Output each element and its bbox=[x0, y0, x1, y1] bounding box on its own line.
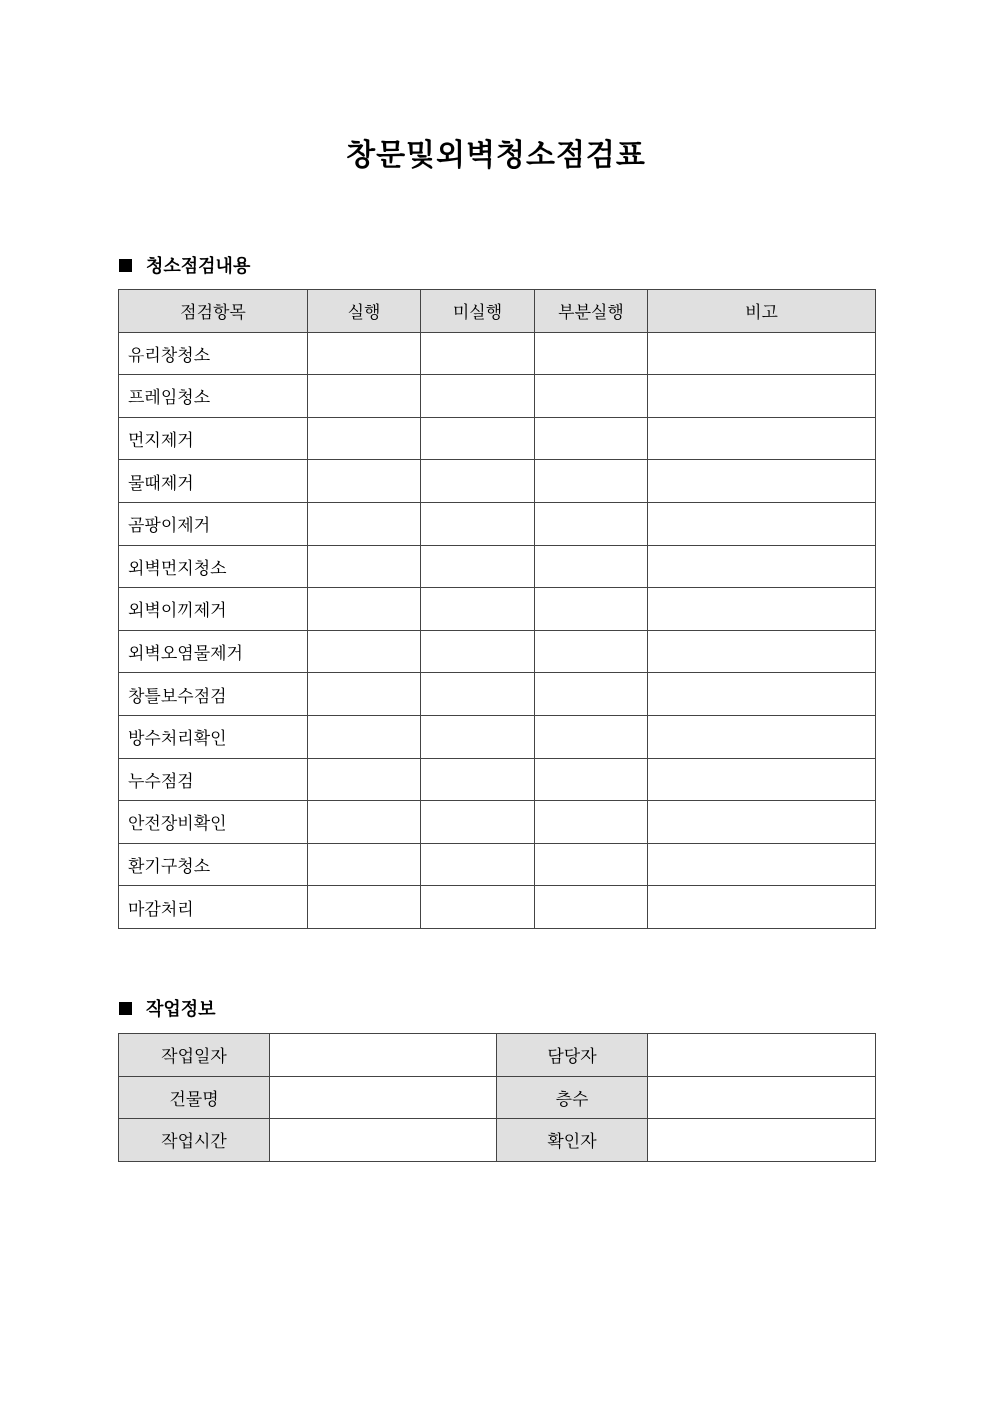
partial-cell[interactable] bbox=[535, 630, 648, 673]
done-cell[interactable] bbox=[308, 588, 421, 631]
remarks-cell[interactable] bbox=[648, 545, 876, 588]
not-done-cell[interactable] bbox=[421, 460, 535, 503]
not-done-cell[interactable] bbox=[421, 886, 535, 929]
partial-cell[interactable] bbox=[535, 332, 648, 375]
column-header-not-done: 미실행 bbox=[421, 290, 535, 333]
table-row bbox=[119, 1034, 876, 1077]
table-row bbox=[119, 332, 876, 375]
section-heading-work-info bbox=[119, 995, 216, 1021]
not-done-cell[interactable] bbox=[421, 417, 535, 460]
check-item-label: 외벽먼지청소 bbox=[119, 545, 308, 588]
info-label-right: 담당자 bbox=[497, 1034, 648, 1077]
table-row bbox=[119, 545, 876, 588]
not-done-cell[interactable] bbox=[421, 758, 535, 801]
partial-cell[interactable] bbox=[535, 502, 648, 545]
section-heading-label: 작업정보 bbox=[146, 999, 216, 1020]
partial-cell[interactable] bbox=[535, 801, 648, 844]
done-cell[interactable] bbox=[308, 758, 421, 801]
table-row bbox=[119, 417, 876, 460]
table-row bbox=[119, 886, 876, 929]
remarks-cell[interactable] bbox=[648, 417, 876, 460]
done-cell[interactable] bbox=[308, 417, 421, 460]
done-cell[interactable] bbox=[308, 375, 421, 418]
table-header-row bbox=[119, 290, 876, 333]
check-item-label: 방수처리확인 bbox=[119, 715, 308, 758]
info-label-right: 층수 bbox=[497, 1076, 648, 1119]
done-cell[interactable] bbox=[308, 843, 421, 886]
done-cell[interactable] bbox=[308, 630, 421, 673]
partial-cell[interactable] bbox=[535, 715, 648, 758]
column-header-remarks: 비고 bbox=[648, 290, 876, 333]
done-cell[interactable] bbox=[308, 502, 421, 545]
partial-cell[interactable] bbox=[535, 375, 648, 418]
table-row bbox=[119, 801, 876, 844]
check-item-label: 외벽오염물제거 bbox=[119, 630, 308, 673]
cleaning-check-table bbox=[118, 289, 876, 929]
partial-cell[interactable] bbox=[535, 886, 648, 929]
not-done-cell[interactable] bbox=[421, 332, 535, 375]
not-done-cell[interactable] bbox=[421, 502, 535, 545]
info-value-right[interactable] bbox=[648, 1076, 876, 1119]
partial-cell[interactable] bbox=[535, 758, 648, 801]
info-value-right[interactable] bbox=[648, 1034, 876, 1077]
info-label-right: 확인자 bbox=[497, 1119, 648, 1162]
not-done-cell[interactable] bbox=[421, 630, 535, 673]
column-header-done: 실행 bbox=[308, 290, 421, 333]
table-row bbox=[119, 460, 876, 503]
remarks-cell[interactable] bbox=[648, 886, 876, 929]
check-item-label: 환기구청소 bbox=[119, 843, 308, 886]
partial-cell[interactable] bbox=[535, 588, 648, 631]
partial-cell[interactable] bbox=[535, 417, 648, 460]
remarks-cell[interactable] bbox=[648, 758, 876, 801]
not-done-cell[interactable] bbox=[421, 588, 535, 631]
remarks-cell[interactable] bbox=[648, 673, 876, 716]
info-value-right[interactable] bbox=[648, 1119, 876, 1162]
table-row bbox=[119, 588, 876, 631]
table-row bbox=[119, 1119, 876, 1162]
table-row bbox=[119, 843, 876, 886]
done-cell[interactable] bbox=[308, 886, 421, 929]
info-label-left: 작업시간 bbox=[119, 1119, 270, 1162]
remarks-cell[interactable] bbox=[648, 502, 876, 545]
check-item-label: 외벽이끼제거 bbox=[119, 588, 308, 631]
partial-cell[interactable] bbox=[535, 843, 648, 886]
check-item-label: 프레임청소 bbox=[119, 375, 308, 418]
not-done-cell[interactable] bbox=[421, 545, 535, 588]
table-row bbox=[119, 1076, 876, 1119]
done-cell[interactable] bbox=[308, 460, 421, 503]
page-title: 창문및외벽청소점검표 bbox=[346, 138, 646, 173]
partial-cell[interactable] bbox=[535, 545, 648, 588]
square-bullet-icon bbox=[119, 1002, 132, 1015]
check-item-label: 물때제거 bbox=[119, 460, 308, 503]
table-row bbox=[119, 630, 876, 673]
table-row bbox=[119, 375, 876, 418]
section-heading-label: 청소점검내용 bbox=[146, 256, 251, 277]
info-label-left: 작업일자 bbox=[119, 1034, 270, 1077]
table-row bbox=[119, 673, 876, 716]
check-item-label: 먼지제거 bbox=[119, 417, 308, 460]
not-done-cell[interactable] bbox=[421, 673, 535, 716]
done-cell[interactable] bbox=[308, 332, 421, 375]
remarks-cell[interactable] bbox=[648, 630, 876, 673]
not-done-cell[interactable] bbox=[421, 715, 535, 758]
remarks-cell[interactable] bbox=[648, 460, 876, 503]
remarks-cell[interactable] bbox=[648, 715, 876, 758]
check-item-label: 창틀보수점검 bbox=[119, 673, 308, 716]
work-info-table bbox=[118, 1033, 876, 1162]
check-item-label: 유리창청소 bbox=[119, 332, 308, 375]
partial-cell[interactable] bbox=[535, 673, 648, 716]
column-header-item: 점검항목 bbox=[119, 290, 308, 333]
done-cell[interactable] bbox=[308, 673, 421, 716]
remarks-cell[interactable] bbox=[648, 588, 876, 631]
remarks-cell[interactable] bbox=[648, 801, 876, 844]
table-row bbox=[119, 502, 876, 545]
check-item-label: 마감처리 bbox=[119, 886, 308, 929]
table-row bbox=[119, 758, 876, 801]
square-bullet-icon bbox=[119, 259, 132, 272]
info-value-left[interactable] bbox=[270, 1034, 497, 1077]
done-cell[interactable] bbox=[308, 715, 421, 758]
done-cell[interactable] bbox=[308, 801, 421, 844]
remarks-cell[interactable] bbox=[648, 843, 876, 886]
remarks-cell[interactable] bbox=[648, 332, 876, 375]
column-header-partial: 부분실행 bbox=[535, 290, 648, 333]
check-item-label: 누수점검 bbox=[119, 758, 308, 801]
done-cell[interactable] bbox=[308, 545, 421, 588]
section-heading-cleaning bbox=[119, 252, 250, 278]
not-done-cell[interactable] bbox=[421, 843, 535, 886]
partial-cell[interactable] bbox=[535, 460, 648, 503]
info-label-left: 건물명 bbox=[119, 1076, 270, 1119]
info-value-left[interactable] bbox=[270, 1119, 497, 1162]
table-row bbox=[119, 715, 876, 758]
check-item-label: 곰팡이제거 bbox=[119, 502, 308, 545]
check-item-label: 안전장비확인 bbox=[119, 801, 308, 844]
remarks-cell[interactable] bbox=[648, 375, 876, 418]
not-done-cell[interactable] bbox=[421, 801, 535, 844]
not-done-cell[interactable] bbox=[421, 375, 535, 418]
info-value-left[interactable] bbox=[270, 1076, 497, 1119]
